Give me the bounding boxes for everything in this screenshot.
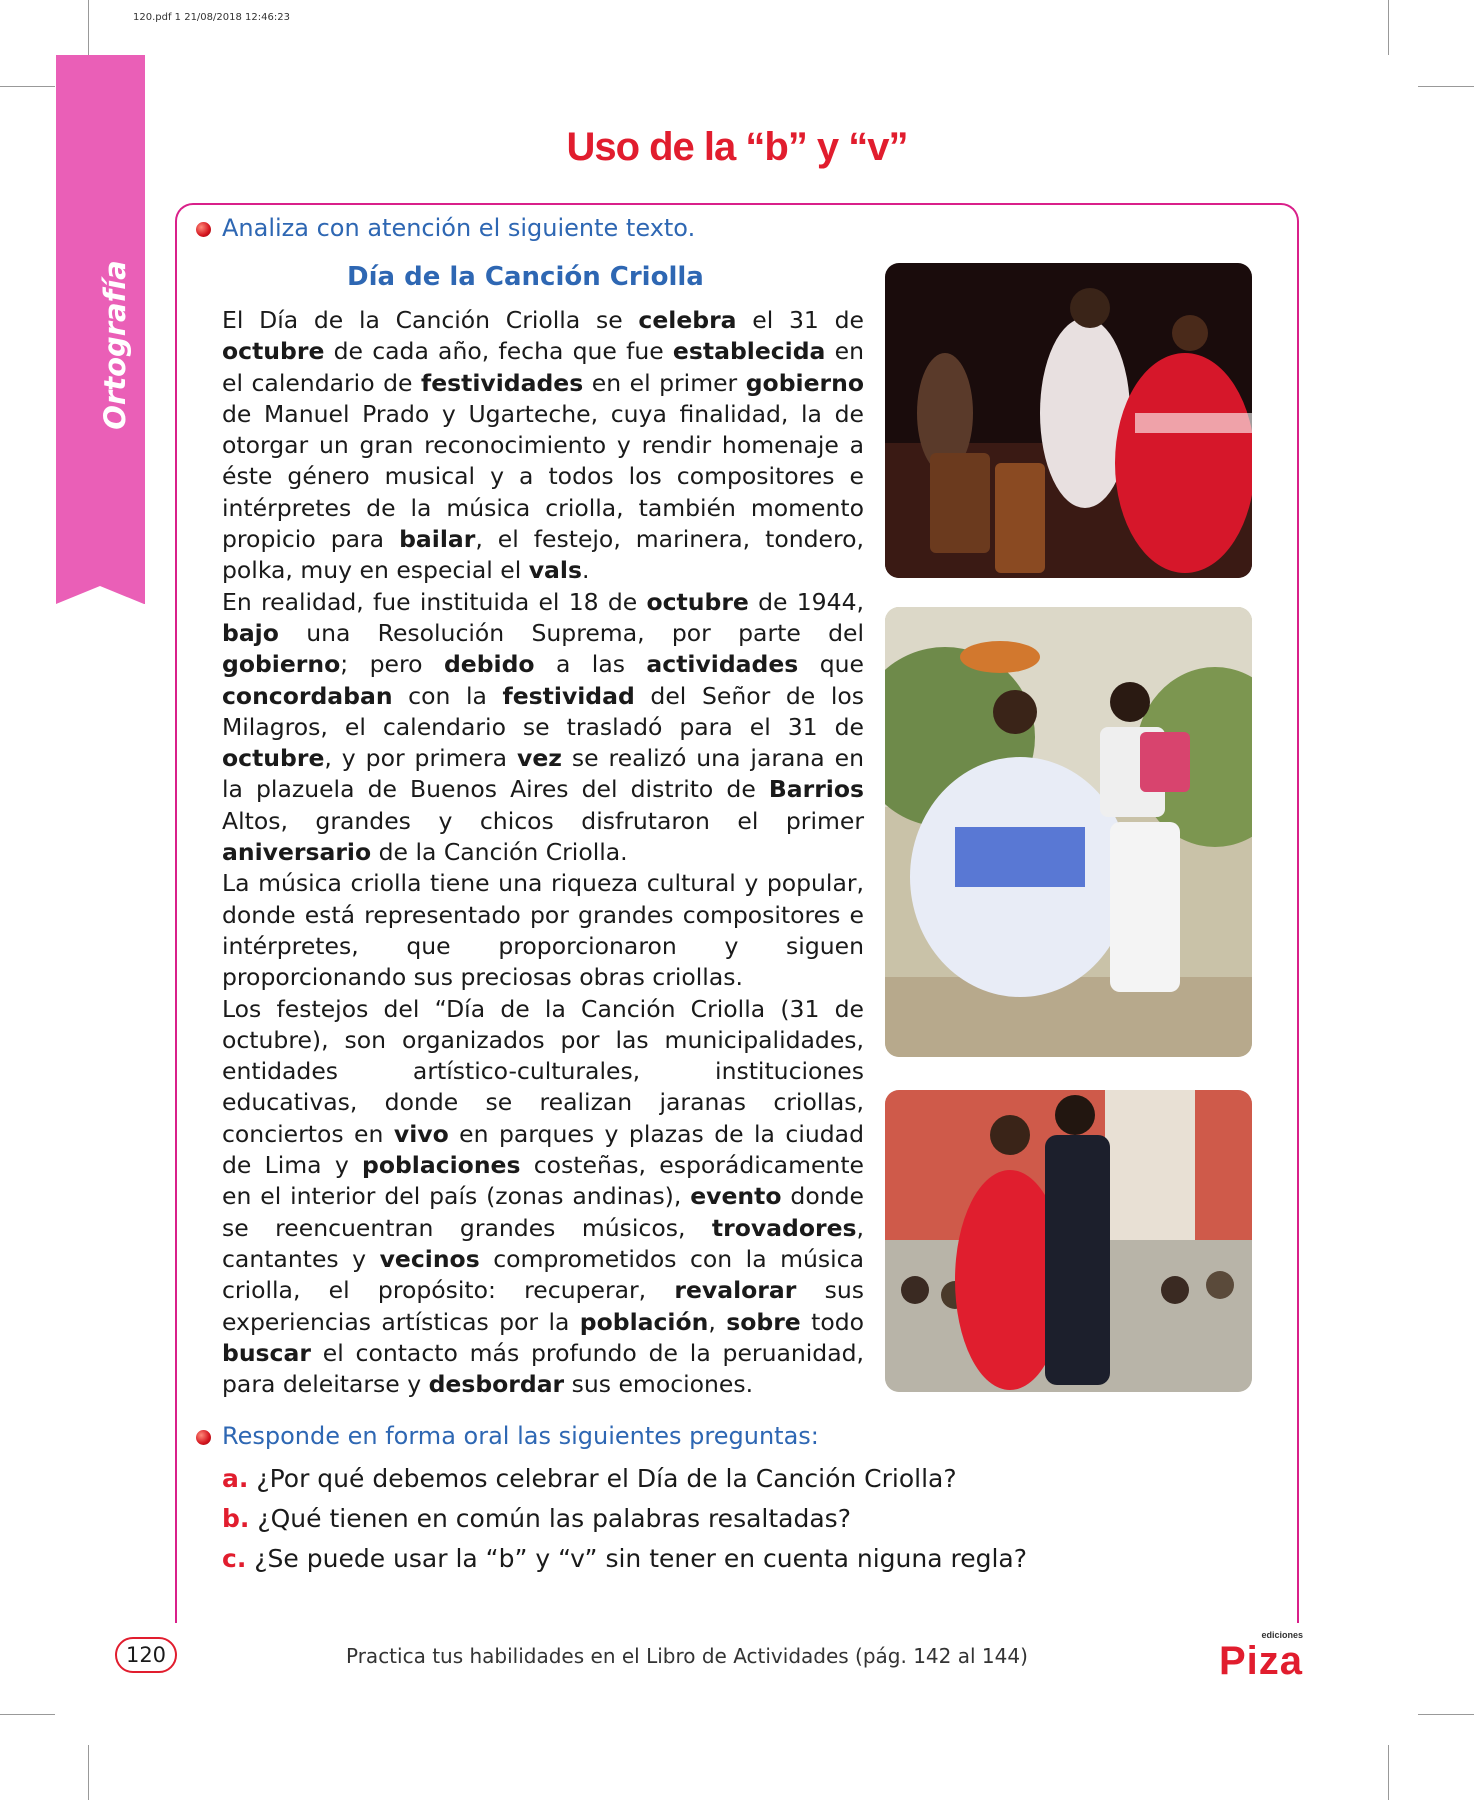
page-title: Uso de la “b” y “v”: [566, 125, 908, 169]
text-run: , el festejo, marinera, tondero, polka, muy en especial el: [222, 525, 864, 585]
highlighted-word: actividades: [646, 650, 799, 679]
logo-brand-text: Piza: [1218, 1639, 1303, 1679]
highlighted-word: población: [579, 1307, 709, 1336]
text-run: una Resolución Suprema, por parte del: [278, 618, 864, 647]
crop-mark: [88, 0, 89, 55]
highlighted-word: Barrios: [768, 775, 864, 804]
text-run: a las: [534, 650, 647, 679]
highlighted-word: trovadores: [711, 1213, 857, 1242]
crop-mark: [0, 1714, 55, 1715]
text-run: sus experiencias artísticas por la: [222, 1276, 864, 1336]
bullet-icon: [196, 1430, 211, 1445]
highlighted-word: octubre: [222, 337, 325, 366]
instruction-read: Analiza con atención el siguiente texto.: [222, 214, 696, 242]
photo-dancers-stage: [885, 263, 1252, 578]
question-c: [222, 1544, 1027, 1573]
highlighted-word: celebra: [638, 306, 737, 334]
text-run: de 1944,: [748, 587, 864, 616]
question-text: ¿Por qué debemos celebrar el Día de la Canción Criolla?: [256, 1464, 957, 1493]
question-text: ¿Se puede usar la “b” y “v” sin tener en cuenta niguna regla?: [254, 1544, 1028, 1573]
highlighted-word: debido: [443, 650, 535, 679]
text-run: con la: [392, 681, 503, 710]
instruction-respond: Responde en forma oral las siguientes preguntas:: [222, 1422, 819, 1450]
text-run: ; pero: [340, 650, 444, 679]
article-paragraph: [222, 994, 864, 1401]
text-run: el contacto más profundo de la peruanidad, para deleitarse y: [222, 1338, 864, 1399]
text-run: Altos, grandes y chicos disfrutaron el primer: [222, 806, 864, 835]
text-run: el 31 de: [736, 306, 864, 334]
photo-dancers-plaza: [885, 1090, 1252, 1392]
highlighted-word: sobre: [726, 1307, 801, 1336]
highlighted-word: octubre: [646, 587, 749, 616]
text-run: .: [581, 556, 590, 585]
highlighted-word: poblaciones: [362, 1151, 521, 1180]
text-run: , cantantes y: [222, 1213, 864, 1273]
highlighted-word: revalorar: [674, 1276, 797, 1305]
question-letter: b.: [222, 1504, 250, 1533]
highlighted-word: vivo: [393, 1119, 449, 1148]
highlighted-word: establecida: [672, 337, 826, 366]
text-run: El Día de la Canción Criolla se: [222, 306, 639, 334]
text-run: sus emociones.: [564, 1370, 754, 1399]
highlighted-word: festividades: [420, 368, 584, 397]
text-run: de cada año, fecha que fue: [324, 337, 673, 366]
crop-mark: [1418, 86, 1474, 87]
highlighted-word: octubre: [222, 744, 325, 773]
text-run: En realidad, fue instituida el 18 de: [222, 587, 647, 616]
question-b: [222, 1504, 851, 1533]
text-run: que: [798, 650, 864, 679]
photo-dancers-marinera: [885, 607, 1252, 1057]
question-a: [222, 1464, 957, 1493]
highlighted-word: vals: [528, 556, 582, 585]
text-run: , y por primera: [324, 744, 518, 773]
text-run: en el primer: [583, 368, 746, 397]
footer-note: Practica tus habilidades en el Libro de Actividades (pág. 142 al 144): [346, 1644, 1028, 1668]
print-metadata: 120.pdf 1 21/08/2018 12:46:23: [133, 12, 290, 23]
highlighted-word: vecinos: [379, 1244, 480, 1273]
highlighted-word: gobierno: [745, 368, 864, 397]
publisher-logo: [1205, 1627, 1305, 1679]
page-number: 120: [115, 1637, 177, 1673]
section-label: Ortografía: [98, 260, 132, 430]
article-paragraph: [222, 868, 864, 993]
article-paragraph: [222, 305, 864, 587]
text-run: todo: [800, 1307, 864, 1336]
highlighted-word: concordaban: [222, 681, 393, 710]
text-run: Los festejos del “Día de la Canción Criolla (31 de octubre), son organizados por las municipalidades, entidades artístico-culturales, instituciones educativas, donde se realizan jaranas criollas, conciertos en: [222, 994, 864, 1148]
article-body: [222, 305, 864, 1400]
question-letter: c.: [222, 1544, 247, 1573]
text-run: se realizó una jarana en la plazuela de Buenos Aires del distrito de: [222, 744, 865, 804]
question-letter: a.: [222, 1464, 249, 1493]
article-paragraph: [222, 587, 864, 869]
text-run: donde se reencuentran grandes músicos,: [222, 1182, 864, 1242]
text-run: en el calendario de: [222, 337, 864, 397]
crop-mark: [1388, 0, 1389, 55]
highlighted-word: desbordar: [428, 1370, 565, 1399]
highlighted-word: festividad: [502, 681, 635, 710]
highlighted-word: bailar: [399, 525, 476, 554]
text-run: de Manuel Prado y Ugarteche, cuya finalidad, la de otorgar un gran reconocimiento y rendir homenaje a éste género musical y a todos los compositores e intérpretes de la música criolla, también momento propicio para: [222, 399, 864, 554]
crop-mark: [1418, 1714, 1474, 1715]
crop-mark: [88, 1745, 89, 1800]
highlighted-word: gobierno: [222, 650, 341, 679]
text-run: La música criolla tiene una riqueza cultural y popular, donde está representado por grandes compositores e intérpretes, que proporcionaron y siguen proporcionando sus preciosas obras criollas.: [222, 869, 864, 992]
text-run: ,: [708, 1307, 727, 1336]
text-run: en parques y plazas de la ciudad de Lima y: [222, 1119, 864, 1180]
crop-mark: [1388, 1745, 1389, 1800]
highlighted-word: vez: [517, 744, 562, 773]
article-title: Día de la Canción Criolla: [347, 262, 704, 292]
text-run: costeñas, esporádicamente en el interior del país (zonas andinas),: [222, 1151, 864, 1211]
question-text: ¿Qué tienen en común las palabras resaltadas?: [257, 1504, 851, 1533]
text-run: comprometidos con la música criolla, el propósito: recuperar,: [222, 1244, 864, 1305]
logo-small-text: ediciones: [1261, 1630, 1303, 1640]
highlighted-word: bajo: [222, 618, 279, 647]
highlighted-word: aniversario: [222, 838, 372, 867]
text-run: del Señor de los Milagros, el calendario se trasladó para el 31 de: [222, 681, 864, 741]
text-run: de la Canción Criolla.: [371, 838, 628, 867]
highlighted-word: buscar: [222, 1338, 311, 1367]
crop-mark: [0, 86, 55, 87]
highlighted-word: evento: [690, 1182, 782, 1211]
bullet-icon: [196, 222, 211, 237]
